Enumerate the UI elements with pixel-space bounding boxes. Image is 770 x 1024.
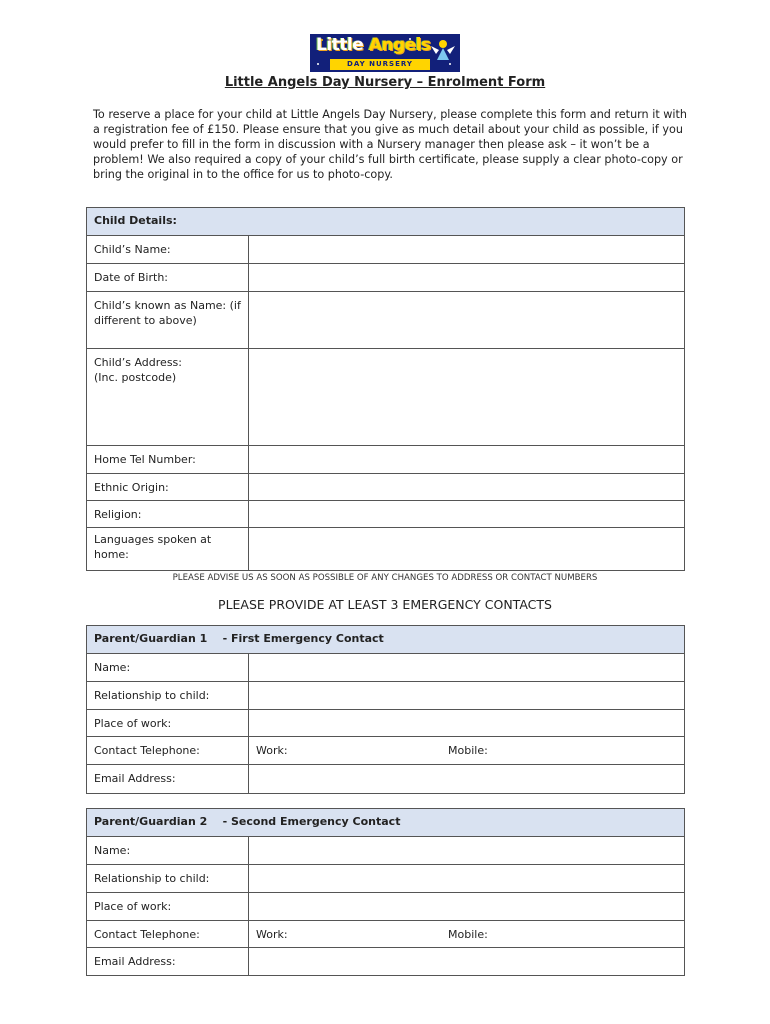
home-tel-field[interactable]	[249, 446, 684, 473]
field-label: Name:	[87, 837, 249, 864]
emergency-contacts-heading: PLEASE PROVIDE AT LEAST 3 EMERGENCY CONTACTS	[218, 597, 552, 612]
table-row	[87, 446, 684, 474]
known-as-field[interactable]	[249, 292, 684, 348]
religion-field[interactable]	[249, 501, 684, 527]
field-label: Date of Birth:	[87, 264, 249, 291]
guardian2-telephone-field[interactable]	[249, 921, 684, 947]
mobile-label: Mobile:	[448, 928, 488, 941]
table-row	[87, 264, 684, 292]
table-row	[87, 710, 684, 737]
date-of-birth-field[interactable]	[249, 264, 684, 291]
table-row	[87, 682, 684, 710]
angel-icon	[430, 38, 456, 62]
guardian1-email-field[interactable]	[249, 765, 684, 793]
guardian2-email-field[interactable]	[249, 948, 684, 975]
table-row	[87, 765, 684, 793]
table-row	[87, 528, 684, 570]
logo-line1: Little	[316, 35, 364, 55]
guardian1-name-field[interactable]	[249, 654, 684, 681]
logo-wordmark	[316, 35, 431, 55]
field-label: Email Address:	[87, 765, 249, 793]
mobile-label: Mobile:	[448, 744, 488, 757]
nursery-logo	[310, 34, 460, 72]
table-row	[87, 501, 684, 528]
guardian2-header: Parent/Guardian 2 - Second Emergency Contact	[87, 809, 684, 837]
logo-line2: Angels	[368, 35, 431, 55]
field-label: Contact Telephone:	[87, 737, 249, 764]
guardian2-name-field[interactable]	[249, 837, 684, 864]
guardian1-workplace-field[interactable]	[249, 710, 684, 736]
table-row	[87, 654, 684, 682]
field-label: Home Tel Number:	[87, 446, 249, 473]
guardian1-table	[86, 625, 685, 794]
guardian2-relationship-field[interactable]	[249, 865, 684, 892]
field-label: Religion:	[87, 501, 249, 527]
guardian2-table	[86, 808, 685, 976]
table-row	[87, 921, 684, 948]
field-label: Name:	[87, 654, 249, 681]
table-row	[87, 865, 684, 893]
field-label: Relationship to child:	[87, 682, 249, 709]
child-details-header: Child Details:	[87, 208, 684, 236]
page-title: Little Angels Day Nursery – Enrolment Form	[224, 75, 546, 90]
table-row	[87, 474, 684, 501]
field-label: Email Address:	[87, 948, 249, 975]
guardian1-relationship-field[interactable]	[249, 682, 684, 709]
field-label: Contact Telephone:	[87, 921, 249, 947]
child-name-field[interactable]	[249, 236, 684, 263]
field-label: Place of work:	[87, 710, 249, 736]
guardian1-telephone-field[interactable]	[249, 737, 684, 764]
table-row	[87, 292, 684, 349]
work-label: Work:	[256, 744, 288, 757]
table-row	[87, 737, 684, 765]
languages-field[interactable]	[249, 528, 684, 570]
intro-paragraph: To reserve a place for your child at Little Angels Day Nursery, please complete this form and return it with a registration fee of £150. Please ensure that you give as much detail about your child as possible, if you would prefer to fill in the form in discussion with a Nursery manager then please ask – it won’t be a problem! We also required a copy of your child’s full birth certificate, please supply a clear photo-copy or bring the original in to the office for us to photo-copy.	[93, 108, 687, 181]
ethnic-origin-field[interactable]	[249, 474, 684, 500]
guardian1-header: Parent/Guardian 1 - First Emergency Contact	[87, 626, 684, 654]
field-label: Relationship to child:	[87, 865, 249, 892]
changes-notice: PLEASE ADVISE US AS SOON AS POSSIBLE OF ANY CHANGES TO ADDRESS OR CONTACT NUMBERS	[172, 573, 598, 583]
table-row	[87, 948, 684, 975]
logo-subtitle: DAY NURSERY	[330, 59, 430, 70]
field-label: Child’s Name:	[87, 236, 249, 263]
field-label: Place of work:	[87, 893, 249, 920]
child-address-field[interactable]	[249, 349, 684, 445]
guardian2-workplace-field[interactable]	[249, 893, 684, 920]
work-label: Work:	[256, 928, 288, 941]
field-label: Child’s known as Name: (if different to above)	[87, 292, 249, 348]
field-label: Ethnic Origin:	[87, 474, 249, 500]
field-label: Child’s Address: (Inc. postcode)	[87, 349, 249, 445]
table-row	[87, 349, 684, 446]
table-row	[87, 837, 684, 865]
field-label: Languages spoken at home:	[87, 528, 249, 570]
table-row	[87, 893, 684, 921]
table-row	[87, 236, 684, 264]
child-details-table	[86, 207, 685, 571]
